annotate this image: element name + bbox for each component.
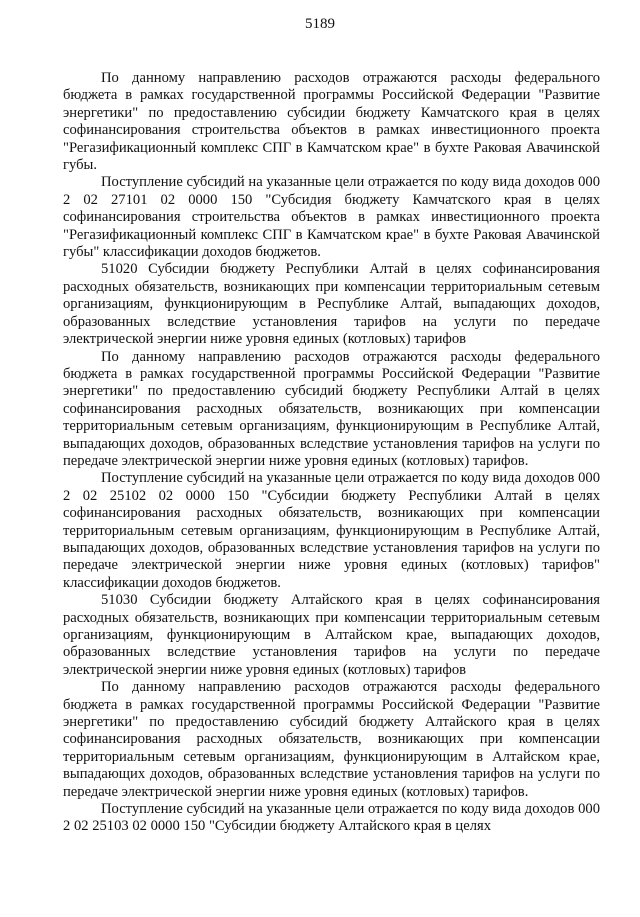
paragraph-expenses-altai-republic: По данному направлению расходов отражаются расходы федерального бюджета в рамках государственной программы Российской Федерации "Развитие энергетики" по предоставлению субсидий бюджету Республики Алтай в целях софинансирования расходных обязательств, возникающих при компенсации территориальным сетевым организациям, функционирующим в Республике Алтай, выпадающих доходов, образованных вследствие установления тарифов на услуги по передаче электрической энергии ниже уровня единых (котловых) тарифов.	[63, 348, 600, 469]
paragraph-expenses-altai-krai: По данному направлению расходов отражаются расходы федерального бюджета в рамках государственной программы Российской Федерации "Развитие энергетики" по предоставлению субсидий бюджету Алтайского края в целях софинансирования расходных обязательств, возникающих при компенсации территориальным сетевым организациям, функционирующим в Алтайском крае, выпадающих доходов, образованных вследствие установления тарифов на услуги по передаче электрической энергии ниже уровня единых (котловых) тарифов.	[63, 679, 600, 800]
page-number: 5189	[305, 16, 335, 32]
paragraph-revenue-code-altai-republic: Поступление субсидий на указанные цели отражается по коду вида доходов 000 2 02 25102 02 0000 150 "Субсидии бюджету Республики Алтай в целях софинансирования расходных обязательств, возникающих при компенсации территориальным сетевым организациям, функционирующим в Республике Алтай, выпадающих доходов, образованных вследствие установления тарифов на услуги по передаче электрической энергии ниже уровня единых (котловых) тарифов" классификации доходов бюджетов.	[63, 470, 600, 591]
paragraph-revenue-code-altai-krai: Поступление субсидий на указанные цели отражается по коду вида доходов 000 2 02 25103 02 0000 150 "Субсидии бюджету Алтайского края в целях	[63, 801, 600, 835]
paragraph-expenses-kamchatka: По данному направлению расходов отражаются расходы федерального бюджета в рамках государственной программы Российской Федерации "Развитие энергетики" по предоставлению субсидии бюджету Камчатского края в целях софинансирования строительства объектов в рамках инвестиционного проекта "Регазификационный комплекс СПГ в Камчатском крае" в бухте Раковая Авачинской губы.	[63, 70, 600, 174]
section-heading-51030: 51030 Субсидии бюджету Алтайского края в целях софинансирования расходных обязательств, возникающих при компенсации территориальным сетевым организациям, функционирующим в Алтайском крае, выпадающих доходов, образованных вследствие установления тарифов на услуги по передаче электрической энергии ниже уровня единых (котловых) тарифов	[63, 592, 600, 678]
paragraph-revenue-code-kamchatka: Поступление субсидий на указанные цели отражается по коду вида доходов 000 2 02 27101 02 0000 150 "Субсидия бюджету Камчатского края в целях софинансирования строительства объектов в рамках инвестиционного проекта "Регазификационный комплекс СПГ в Камчатском крае" в бухте Раковая Авачинской губы" классификации доходов бюджетов.	[63, 174, 600, 261]
section-heading-51020: 51020 Субсидии бюджету Республики Алтай в целях софинансирования расходных обязательств, возникающих при компенсации территориальным сетевым организациям, функционирующим в Республике Алтай, выпадающих доходов, образованных вследствие установления тарифов на услуги по передаче электрической энергии ниже уровня единых (котловых) тарифов	[63, 261, 600, 348]
document-body	[63, 70, 600, 836]
